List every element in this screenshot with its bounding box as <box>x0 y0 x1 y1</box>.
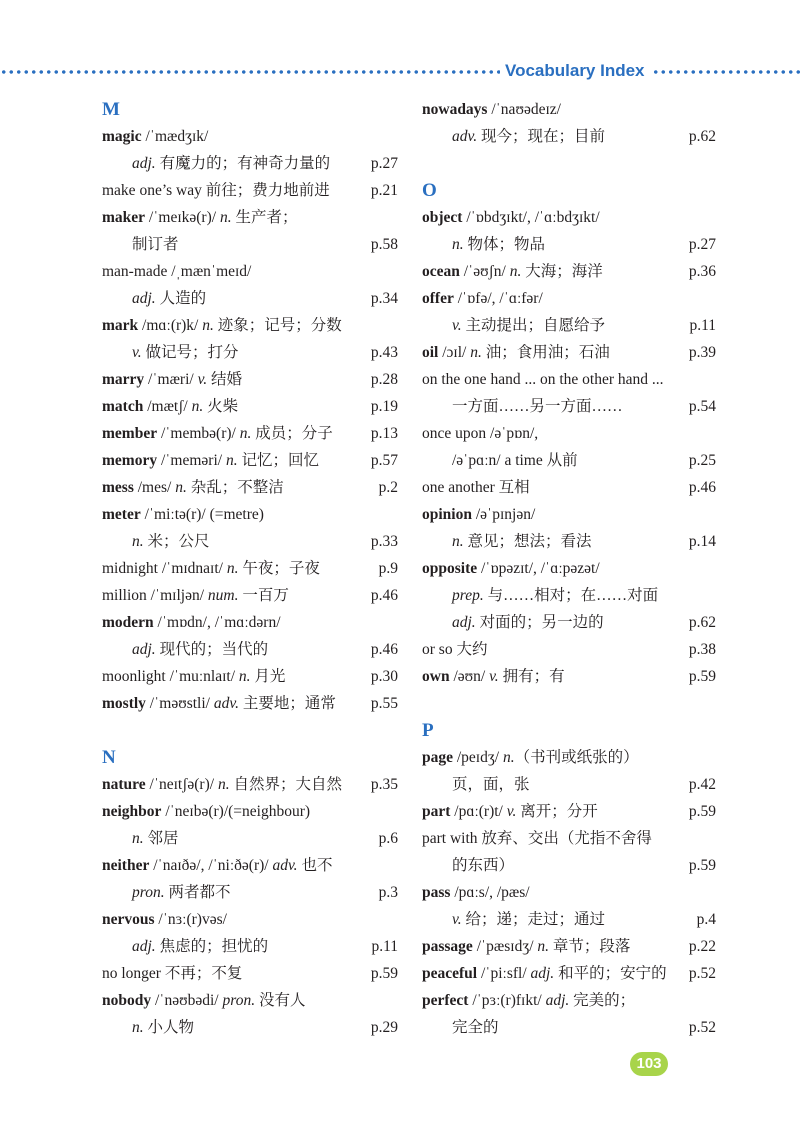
page-reference: p.39 <box>688 344 716 361</box>
part-of-speech: adj. <box>132 938 156 955</box>
page-reference: p.3 <box>378 884 398 901</box>
definition: 一百万 <box>238 587 289 604</box>
index-entry-line <box>102 231 398 258</box>
definition: 完美的； <box>569 992 636 1009</box>
part-of-speech: v. <box>132 344 142 361</box>
page-reference: p.14 <box>688 533 716 550</box>
headword: match <box>102 398 144 415</box>
headword: opinion <box>422 506 472 523</box>
page-reference: p.33 <box>370 533 398 550</box>
part-of-speech: n. <box>217 776 230 793</box>
part-of-speech: adj. <box>132 641 156 658</box>
definition: 没有人 <box>255 992 306 1009</box>
part-of-speech: adv. <box>272 857 298 874</box>
index-entry-line <box>422 960 716 987</box>
page-reference: p.59 <box>688 803 716 820</box>
headword: mess <box>102 479 134 496</box>
index-entry-line <box>102 852 398 879</box>
headword: passage <box>422 938 473 955</box>
headword: nowadays <box>422 101 488 118</box>
entry-text: 意见；想法；看法 <box>463 533 592 550</box>
entry-text: /ˈəʊʃn/ <box>459 263 510 280</box>
headword: neither <box>102 857 150 874</box>
headword: ocean <box>422 263 460 280</box>
part-of-speech: n. <box>238 668 251 685</box>
page-reference: p.28 <box>370 371 398 388</box>
index-entry-line <box>102 258 398 285</box>
entry-text: /ˈnaɪðə/, /ˈniːðə(r)/ <box>149 857 273 874</box>
entry-text: 人造的 <box>155 290 207 307</box>
entry-text: /pɑːs/, /pæs/ <box>450 884 530 901</box>
index-entry-line <box>422 339 716 366</box>
section-letter: N <box>102 747 116 768</box>
page-reference: p.57 <box>370 452 398 469</box>
entry-text: moonlight /ˈmuːnlaɪt/ <box>102 668 239 685</box>
entry-text: /ˈnaʊədeɪz/ <box>487 101 561 118</box>
index-entry-line <box>102 1014 398 1041</box>
left-column <box>102 96 398 1041</box>
part-of-speech: v. <box>506 803 517 820</box>
index-entry-line <box>102 906 398 933</box>
index-entry-line <box>102 771 398 798</box>
part-of-speech: n. <box>452 533 464 550</box>
entry-text: /peɪdʒ/ <box>453 749 503 766</box>
entry-text: 制订者 <box>132 236 179 253</box>
definition: 油；食用油；石油 <box>481 344 610 361</box>
entry-text: /ˈneɪbə(r)/(=neighbour) <box>161 803 311 820</box>
headword: object <box>422 209 463 226</box>
entry-text: /ˈmæri/ <box>144 371 198 388</box>
headword: maker <box>102 209 146 226</box>
section-letter: M <box>102 99 120 120</box>
entry-text: on the one hand ... on the other hand ... <box>422 371 664 388</box>
page-reference: p.59 <box>370 965 398 982</box>
section-gap <box>422 150 716 177</box>
index-entry-line <box>102 798 398 825</box>
index-entry-line <box>102 474 398 501</box>
headword: nervous <box>102 911 155 928</box>
index-entry-line <box>102 690 398 717</box>
section-gap <box>422 690 716 717</box>
page-reference: p.46 <box>370 587 398 604</box>
entry-text: 有魔力的；有神奇力量的 <box>155 155 331 172</box>
index-entry-line <box>102 366 398 393</box>
index-entry-line <box>102 420 398 447</box>
definition: 和平的；安宁的 <box>554 965 667 982</box>
part-of-speech: v. <box>452 911 462 928</box>
headword: meter <box>102 506 141 523</box>
index-entry-line <box>422 285 716 312</box>
part-of-speech: v. <box>452 317 462 334</box>
definition: 生产者； <box>231 209 298 226</box>
entry-text: 与……相对；在……对面 <box>483 587 659 604</box>
headword: offer <box>422 290 454 307</box>
entry-text: /pɑː(r)t/ <box>450 803 507 820</box>
entry-text: 主动提出；自愿给予 <box>461 317 605 334</box>
part-of-speech: n. <box>537 938 550 955</box>
index-entry-line <box>422 906 716 933</box>
definition: 主要地；通常 <box>238 695 336 712</box>
section-gap <box>102 717 398 744</box>
definition: 拥有；有 <box>498 668 565 685</box>
page-reference: p.59 <box>688 668 716 685</box>
entry-text: 对面的；另一边的 <box>475 614 604 631</box>
index-entry-line <box>102 609 398 636</box>
index-entry-line <box>102 960 398 987</box>
entry-text: million /ˈmɪljən/ <box>102 587 208 604</box>
entry-text: /mɑː(r)k/ <box>138 317 203 334</box>
entry-text: /ˈmeɪkə(r)/ <box>145 209 220 226</box>
definition: 离开；分开 <box>516 803 598 820</box>
page-reference: p.2 <box>378 479 398 496</box>
header-dotted-rule-right <box>652 70 800 74</box>
page-reference: p.25 <box>688 452 716 469</box>
part-of-speech: n. <box>175 479 187 496</box>
index-entry-line <box>422 312 716 339</box>
entry-text: /ˈneɪtʃə(r)/ <box>145 776 218 793</box>
page-reference: p.19 <box>370 398 398 415</box>
section-title: Vocabulary Index <box>505 61 645 80</box>
part-of-speech: adv. <box>452 128 478 145</box>
index-entry-line <box>102 501 398 528</box>
index-entry-line <box>102 393 398 420</box>
headword: opposite <box>422 560 478 577</box>
page-number-badge: 103 <box>630 1052 668 1076</box>
index-entry-line <box>102 285 398 312</box>
index-entry-line <box>422 852 716 879</box>
index-entry-line <box>422 96 716 123</box>
part-of-speech: adv. <box>213 695 239 712</box>
page-reference: p.4 <box>696 911 716 928</box>
page-reference: p.27 <box>370 155 398 172</box>
index-entry-line <box>102 150 398 177</box>
part-of-speech: n. <box>226 560 239 577</box>
entry-text: 给；递；走过；通过 <box>461 911 605 928</box>
entry-text: /əʊn/ <box>449 668 490 685</box>
index-entry-line <box>102 825 398 852</box>
part-of-speech: n. <box>202 317 214 334</box>
headword: modern <box>102 614 154 631</box>
entry-text: 小人物 <box>143 1019 195 1036</box>
entry-text: /ˈmɒdn/, /ˈmɑːdərn/ <box>153 614 281 631</box>
entry-text: 完全的 <box>452 1019 499 1036</box>
page-reference: p.11 <box>371 938 398 955</box>
index-entry-line <box>422 393 716 420</box>
entry-text: 一方面……另一方面…… <box>452 398 623 415</box>
page-reference: p.27 <box>688 236 716 253</box>
headword: magic <box>102 128 142 145</box>
entry-text: /ˈɒfə/, /ˈɑːfər/ <box>453 290 543 307</box>
part-of-speech: v. <box>197 371 208 388</box>
part-of-speech: pron. <box>222 992 256 1009</box>
index-entry-line <box>422 474 716 501</box>
headword: memory <box>102 452 158 469</box>
section-letter: O <box>422 180 437 201</box>
definition: 月光 <box>250 668 286 685</box>
definition: 大海；海洋 <box>521 263 603 280</box>
right-column <box>422 96 716 1041</box>
part-of-speech: n. <box>502 749 515 766</box>
part-of-speech: n. <box>452 236 464 253</box>
page-reference: p.62 <box>688 128 716 145</box>
definition: 结婚 <box>207 371 243 388</box>
index-entry-line <box>102 663 398 690</box>
page-reference: p.42 <box>688 776 716 793</box>
entry-text: 物体；物品 <box>463 236 546 253</box>
part-of-speech: n. <box>191 398 204 415</box>
page-reference: p.21 <box>370 182 398 199</box>
page-reference: p.38 <box>688 641 716 658</box>
entry-text: /ˈnəʊbədi/ <box>151 992 223 1009</box>
headword: neighbor <box>102 803 162 820</box>
page-reference: p.62 <box>688 614 716 631</box>
entry-text: /ˈpiːsfl/ <box>477 965 531 982</box>
entry-text: once upon /əˈpɒn/, <box>422 425 539 442</box>
definition: 午夜；子夜 <box>238 560 320 577</box>
part-of-speech: adj. <box>530 965 555 982</box>
headword: page <box>422 749 453 766</box>
entry-text: 现今；现在；目前 <box>477 128 605 145</box>
index-entry-line <box>422 204 716 231</box>
entry-text: /ˈɒbdʒɪkt/, /ˈɑːbdʒɪkt/ <box>462 209 600 226</box>
definition: 章节；段落 <box>549 938 631 955</box>
index-entry-line <box>422 663 716 690</box>
part-of-speech: n. <box>509 263 522 280</box>
index-entry-line <box>422 1014 716 1041</box>
entry-text: /ˈɒpəzɪt/, /ˈɑːpəzət/ <box>477 560 600 577</box>
entry-text: 页，面，张 <box>452 776 530 793</box>
index-entry-line <box>102 555 398 582</box>
headword: peaceful <box>422 965 478 982</box>
index-entry-line <box>102 312 398 339</box>
definition: 火柴 <box>203 398 239 415</box>
headword: mostly <box>102 695 146 712</box>
entry-text: 邻居 <box>143 830 179 847</box>
index-entry-line <box>102 204 398 231</box>
part-of-speech: adj. <box>132 155 156 172</box>
entry-text: 做记号；打分 <box>141 344 239 361</box>
headword: nobody <box>102 992 152 1009</box>
section-letter: P <box>422 720 434 741</box>
index-entry-line <box>422 879 716 906</box>
page-reference: p.6 <box>378 830 398 847</box>
definition: 杂乱；不整洁 <box>186 479 284 496</box>
page-reference: p.52 <box>688 1019 716 1036</box>
index-entry-line <box>102 636 398 663</box>
index-entry-line <box>102 879 398 906</box>
part-of-speech: n. <box>132 830 144 847</box>
entry-text: /mes/ <box>133 479 176 496</box>
entry-text: /ˈmeməri/ <box>157 452 226 469</box>
part-of-speech: num. <box>207 587 239 604</box>
index-entry-line <box>422 744 716 771</box>
entry-text: /əˈpɪnjən/ <box>471 506 536 523</box>
page-reference: p.36 <box>688 263 716 280</box>
part-of-speech: v. <box>489 668 499 685</box>
index-entry-line <box>422 771 716 798</box>
page-reference: p.52 <box>688 965 716 982</box>
part-of-speech: n. <box>132 533 144 550</box>
page-reference: p.22 <box>688 938 716 955</box>
index-entry-line <box>422 447 716 474</box>
header-dotted-rule-left <box>0 70 500 74</box>
entry-text: /ɔɪl/ <box>438 344 471 361</box>
page-reference: p.58 <box>370 236 398 253</box>
entry-text: one another 互相 <box>422 479 530 496</box>
headword: member <box>102 425 158 442</box>
headword: own <box>422 668 450 685</box>
definition: 成员；分子 <box>251 425 333 442</box>
index-entry-line <box>102 123 398 150</box>
entry-text: 的东西） <box>452 857 515 874</box>
part-of-speech: adj. <box>132 290 156 307</box>
index-entry-line <box>422 582 716 609</box>
part-of-speech: adj. <box>545 992 570 1009</box>
index-entry-line <box>422 987 716 1014</box>
headword: perfect <box>422 992 469 1009</box>
headword: nature <box>102 776 146 793</box>
index-entry-line <box>422 798 716 825</box>
definition: 也不 <box>297 857 333 874</box>
index-entry-line <box>422 501 716 528</box>
entry-text: 米；公尺 <box>143 533 210 550</box>
index-entry-line <box>102 528 398 555</box>
page-reference: p.13 <box>370 425 398 442</box>
entry-text: man-made /ˌmænˈmeɪd/ <box>102 263 252 280</box>
entry-text: /ˈmembə(r)/ <box>157 425 240 442</box>
entry-text: /ˈmædʒɪk/ <box>141 128 209 145</box>
part-of-speech: n. <box>470 344 482 361</box>
entry-text: /ˈpæsɪdʒ/ <box>472 938 538 955</box>
index-entry-line <box>102 447 398 474</box>
page-reference: p.29 <box>370 1019 398 1036</box>
part-of-speech: n. <box>225 452 238 469</box>
entry-text: 焦虑的；担忧的 <box>155 938 269 955</box>
index-entry-line <box>422 636 716 663</box>
page-reference: p.35 <box>370 776 398 793</box>
page-reference: p.11 <box>689 317 716 334</box>
entry-text: /əˈpɑːn/ a time 从前 <box>452 452 578 469</box>
definition: （书刊或纸张的） <box>514 749 639 766</box>
entry-text: /ˈnɜː(r)vəs/ <box>154 911 227 928</box>
headword: pass <box>422 884 451 901</box>
index-entry-line <box>422 258 716 285</box>
page-reference: p.46 <box>370 641 398 658</box>
entry-text: /ˈmiːtə(r)/ (=metre) <box>140 506 264 523</box>
index-entry-line <box>102 987 398 1014</box>
index-entry-line <box>422 555 716 582</box>
entry-text: midnight /ˈmɪdnaɪt/ <box>102 560 227 577</box>
entry-text: /ˈməʊstli/ <box>145 695 214 712</box>
part-of-speech: n. <box>219 209 232 226</box>
entry-text: 两者都不 <box>164 884 231 901</box>
part-of-speech: n. <box>132 1019 144 1036</box>
entry-text: no longer 不再；不复 <box>102 965 243 982</box>
entry-text: make one’s way 前往；费力地前进 <box>102 182 330 199</box>
page-reference: p.43 <box>370 344 398 361</box>
part-of-speech: adj. <box>452 614 476 631</box>
part-of-speech: prep. <box>452 587 484 604</box>
page-reference: p.55 <box>370 695 398 712</box>
definition: 记忆；回忆 <box>237 452 319 469</box>
index-entry-line <box>422 528 716 555</box>
definition: 迹象；记号；分数 <box>213 317 342 334</box>
index-entry-line <box>422 609 716 636</box>
page-reference: p.34 <box>370 290 398 307</box>
entry-text: part with 放弃、交出（尤指不舍得 <box>422 830 652 847</box>
index-entry-line <box>102 339 398 366</box>
index-entry-line <box>422 231 716 258</box>
page-reference: p.30 <box>370 668 398 685</box>
headword: mark <box>102 317 139 334</box>
index-entry-line <box>102 582 398 609</box>
part-of-speech: pron. <box>132 884 165 901</box>
index-entry-line <box>102 177 398 204</box>
index-entry-line <box>422 825 716 852</box>
headword: part <box>422 803 451 820</box>
entry-text: or so 大约 <box>422 641 488 658</box>
definition: 自然界；大自然 <box>229 776 342 793</box>
index-entry-line <box>102 933 398 960</box>
page-reference: p.59 <box>688 857 716 874</box>
index-entry-line <box>422 366 716 393</box>
entry-text: /ˈpɜː(r)fɪkt/ <box>468 992 546 1009</box>
entry-text: 现代的；当代的 <box>155 641 269 658</box>
index-entry-line <box>422 933 716 960</box>
index-entry-line <box>422 420 716 447</box>
index-entry-line <box>422 123 716 150</box>
headword: oil <box>422 344 439 361</box>
page-reference: p.9 <box>378 560 398 577</box>
part-of-speech: n. <box>239 425 252 442</box>
page-header <box>0 60 800 84</box>
entry-text: /mætʃ/ <box>143 398 192 415</box>
page-reference: p.54 <box>688 398 716 415</box>
headword: marry <box>102 371 145 388</box>
page-reference: p.46 <box>688 479 716 496</box>
